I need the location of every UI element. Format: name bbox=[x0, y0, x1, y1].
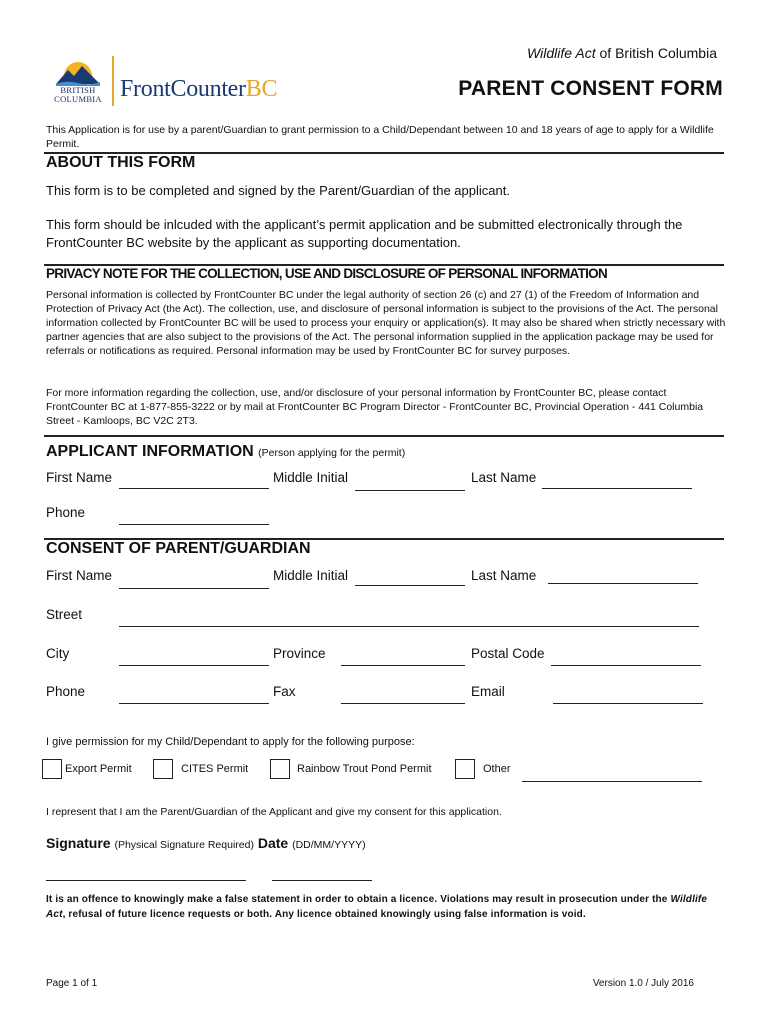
rainbow-trout-permit-label: Rainbow Trout Pond Permit bbox=[297, 763, 432, 775]
represent-text: I represent that I am the Parent/Guardian of the Applicant and give my consent for this application. bbox=[46, 806, 502, 818]
privacy-para-1: Personal information is collected by FrontCounter BC under the legal authority of section 26 (c) and 27 (1) of the Freedom of Information and Protection of Privacy Act (the Act). The collection, use, and disclosure of personal information is subject to the provisions of the Act. The personal information collected by FrontCounter BC will be used to process your enquiry or application(s). It may also be shared when strictly necessary with partner agencies that are also subject to the provisions of the Act. The personal information supplied in the application package may be used for referrals or notifications as required. Personal information may be used by FrontCounter BC for survey purposes. bbox=[46, 289, 726, 357]
warning-text-after: , refusal of future licence requests or both. Any licence obtained knowingly using false information is void. bbox=[62, 908, 586, 920]
privacy-para-2: For more information regarding the collection, use, and/or disclosure of your personal information by FrontCounter BC, please contact FrontCounter BC at 1-877-855-3222 or by mail at FrontCounter BC Program Director - FrontCounter BC, Provincial Operation - 441 Columbia Street - Kamloops, BC V2C 2T3. bbox=[46, 387, 704, 427]
permission-text: I give permission for my Child/Dependant to apply for the following purpose: bbox=[46, 736, 415, 748]
date-field[interactable] bbox=[272, 880, 372, 881]
applicant-first-name-label: First Name bbox=[46, 470, 113, 485]
about-para-2: This form should be inlcuded with the applicant’s permit application and be submitted electronically through the FrontCounter BC website by the applicant as supporting documentation. bbox=[46, 217, 683, 250]
signature-date-row bbox=[46, 835, 366, 851]
signature-label: Signature bbox=[46, 835, 111, 851]
frontcounter-bc-logo bbox=[48, 54, 288, 108]
offence-warning bbox=[46, 893, 728, 922]
guardian-phone-label: Phone bbox=[46, 684, 86, 699]
applicant-phone-label: Phone bbox=[46, 505, 86, 520]
date-format: (DD/MM/YYYY) bbox=[292, 839, 366, 851]
applicant-subheading: (Person applying for the permit) bbox=[258, 447, 406, 459]
other-checkbox[interactable] bbox=[455, 759, 475, 779]
rainbow-trout-permit-checkbox[interactable] bbox=[270, 759, 290, 779]
about-heading: ABOUT THIS FORM bbox=[46, 154, 196, 171]
applicant-first-name-field[interactable] bbox=[119, 488, 269, 489]
logo-frontcounter-text bbox=[120, 76, 277, 103]
privacy-heading: PRIVACY NOTE FOR THE COLLECTION, USE AND DISCLOSURE OF PERSONAL INFORMATION bbox=[46, 266, 608, 281]
export-permit-label: Export Permit bbox=[65, 763, 132, 775]
applicant-last-name-label: Last Name bbox=[471, 470, 537, 485]
city-field[interactable] bbox=[119, 665, 269, 666]
guardian-phone-field[interactable] bbox=[119, 703, 269, 704]
applicant-middle-initial-label: Middle Initial bbox=[273, 470, 349, 485]
section-rule bbox=[44, 435, 724, 437]
postal-code-label: Postal Code bbox=[471, 646, 545, 661]
applicant-middle-initial-field[interactable] bbox=[355, 490, 465, 491]
about-para-1: This form is to be completed and signed by the Parent/Guardian of the applicant. bbox=[46, 183, 510, 198]
fax-label: Fax bbox=[273, 684, 296, 699]
fax-field[interactable] bbox=[341, 703, 465, 704]
guardian-last-name-field[interactable] bbox=[548, 583, 698, 584]
cites-permit-label: CITES Permit bbox=[181, 763, 249, 775]
guardian-first-name-label: First Name bbox=[46, 568, 113, 583]
other-field[interactable] bbox=[522, 781, 702, 782]
bc-sun-mountain-icon bbox=[54, 54, 102, 86]
version-text: Version 1.0 / July 2016 bbox=[592, 978, 694, 989]
export-permit-checkbox[interactable] bbox=[42, 759, 62, 779]
act-title bbox=[527, 45, 717, 61]
page-number: Page 1 of 1 bbox=[46, 978, 98, 989]
warning-text-before: It is an offence to knowingly make a false statement in order to obtain a licence. Violations may result in prosecution under the bbox=[46, 894, 671, 905]
intro-text: This Application is for use by a parent/Guardian to grant permission to a Child/Dependant between 10 and 18 years of age to apply for a Wildlife Permit. bbox=[46, 124, 714, 150]
consent-heading: CONSENT OF PARENT/GUARDIAN bbox=[46, 540, 311, 557]
guardian-middle-initial-field[interactable] bbox=[355, 585, 465, 586]
street-field[interactable] bbox=[119, 626, 699, 627]
guardian-last-name-label: Last Name bbox=[471, 568, 537, 583]
postal-code-field[interactable] bbox=[551, 665, 701, 666]
email-label: Email bbox=[471, 684, 505, 699]
other-label: Other bbox=[483, 763, 511, 775]
act-suffix: of British Columbia bbox=[595, 45, 717, 61]
logo-brand-suffix: BC bbox=[245, 76, 278, 102]
applicant-last-name-field[interactable] bbox=[542, 488, 692, 489]
guardian-first-name-field[interactable] bbox=[119, 588, 269, 589]
form-title: PARENT CONSENT FORM bbox=[458, 77, 723, 100]
logo-divider bbox=[112, 56, 114, 106]
cites-permit-checkbox[interactable] bbox=[153, 759, 173, 779]
applicant-heading-text: APPLICANT INFORMATION bbox=[46, 443, 254, 460]
province-label: Province bbox=[273, 646, 326, 661]
city-label: City bbox=[46, 646, 70, 661]
date-label: Date bbox=[257, 835, 289, 851]
act-name: Wildlife Act bbox=[527, 45, 596, 61]
email-field[interactable] bbox=[553, 703, 703, 704]
applicant-heading bbox=[46, 443, 405, 461]
logo-bc-wordmark: BRITISH COLUMBIA bbox=[54, 85, 102, 104]
warning-act: Wildlife Act bbox=[46, 894, 708, 920]
logo-brand: FrontCounter bbox=[120, 76, 246, 102]
signature-field[interactable] bbox=[46, 880, 246, 881]
street-label: Street bbox=[46, 607, 83, 622]
guardian-middle-initial-label: Middle Initial bbox=[273, 568, 349, 583]
province-field[interactable] bbox=[341, 665, 465, 666]
signature-note: (Physical Signature Required) bbox=[114, 839, 254, 851]
applicant-phone-field[interactable] bbox=[119, 524, 269, 525]
